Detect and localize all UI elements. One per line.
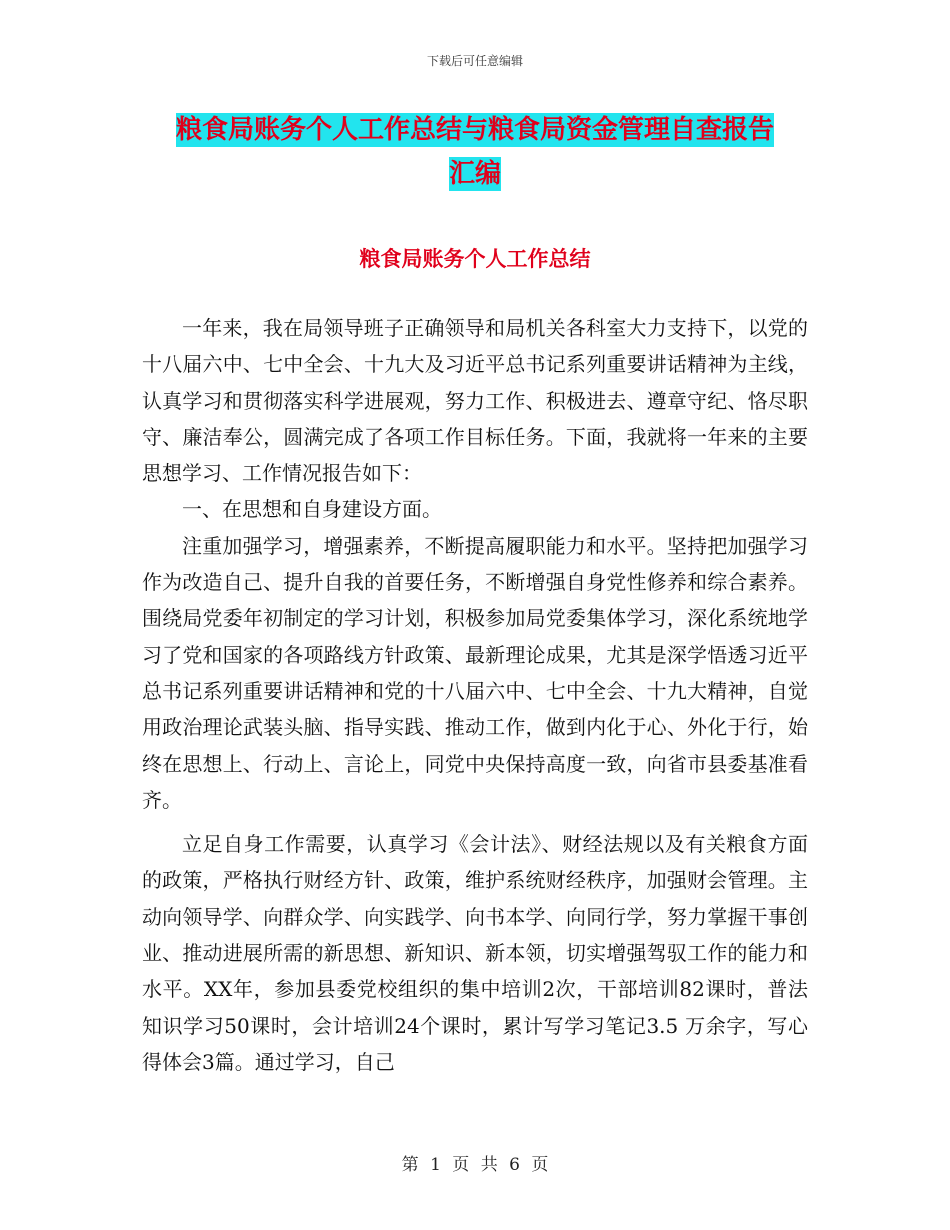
page-footer: 第 1 页 共 6 页 (401, 1155, 549, 1175)
paragraph-study: 注重加强学习，增强素养，不断提高履职能力和水平。坚持把加强学习作为改造自己、提升自我的首要任务，不断增强自身党性修养和综合素养。围绕局党委年初制定的学习计划，积极参加局党委集体学习，深化系统地学习了党和国家的各项路线方针政策、最新理论成果，尤其是深学悟透习近平总书记系列重要讲话精神和党的十八届六中、七中全会、十九大精神，自觉用政治理论武装头脑、指导实践、推动工作，做到内化于心、外化于行，始终在思想上、行动上、言论上，同党中央保持高度一致，向省市县委基准看齐。 (142, 533, 808, 812)
paragraph-training: 立足自身工作需要，认真学习《会计法》、财经法规以及有关粮食方面的政策，严格执行财经方针、政策，维护系统财经秩序，加强财会管理。主动向领导学、向群众学、向实践学、向书本学、向同行学，努力掌握干事创业、推动进展所需的新思想、新知识、新本领，切实增强驾驭工作的能力和水平。XX年，参加县委党校组织的集中培训2次，干部培训82课时，普法知识学习50课时，会计培训24个课时，累计写学习笔记3.5 万余字，写心得体会3篇。通过学习，自己 (142, 832, 808, 1074)
header-note: 下载后可任意编辑 (426, 54, 523, 68)
paragraph-intro: 一年来，我在局领导班子正确领导和局机关各科室大力支持下，以党的十八届六中、七中全会、十九大及习近平总书记系列重要讲话精神为主线，认真学习和贯彻落实科学进展观，努力工作、积极进去、遵章守纪、恪尽职守、廉洁奉公，圆满完成了各项工作目标任务。下面，我就将一年来的主要思想学习、工作情况报告如下： (142, 316, 808, 486)
body-text (142, 310, 808, 1080)
section-title: 粮食局账务个人工作总结 (359, 247, 591, 271)
document-title-line-1: 粮食局账务个人工作总结与粮食局资金管理自查报告 (175, 115, 774, 145)
document-title-line-2: 汇编 (448, 159, 501, 189)
paragraph-heading-1: 一、在思想和自身建设方面。 (182, 497, 442, 522)
document-title (150, 108, 800, 196)
